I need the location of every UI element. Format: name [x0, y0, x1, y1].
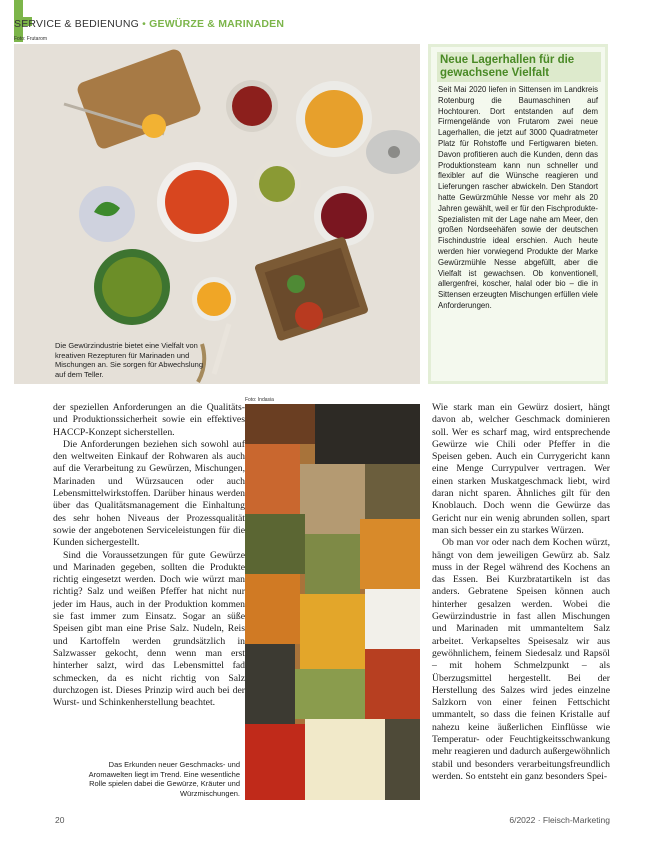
spice-piles-photo	[245, 404, 420, 800]
info-box	[428, 44, 608, 384]
subsection-label: GEWÜRZE & MARINADEN	[149, 18, 285, 30]
section-label: SERVICE & BEDIENUNG	[14, 18, 139, 30]
info-box-title: Neue Lagerhallen für die gewachsene Vielfalt	[437, 52, 601, 82]
paragraph: Wie stark man ein Gewürz dosiert, hängt davon ab, welcher Geschmack dominieren soll. Wer es scharf mag, wird entsprechende Gewürze wie Chili oder Pfeffer in die Speisen geben. Auch ein Currygericht kann eine Menge Currypulver vertragen. Wer einen starken Muskatgeschmack liebt, wird daran nicht sparen. Ähnliches gilt für den Knoblauch. Doch wenn die Gewürze das Gericht nur ein wenig abrunden sollen, spart man sich besser ein zu starkes Würzen.	[432, 402, 610, 536]
paragraph: Ob man vor oder nach dem Kochen würzt, hängt von dem jeweiligen Gewürz ab. Salz muss in der Regel während des Kochens an das Essen. Bei Kurzbratartikeln ist das anders. Gebratene Speisen können auch hinterher gesalzen werden. Wobei die Gewürzindustrie in fast allen Mischungen und Marinaden mit ummanteltem Salz arbeitet. Verkapseltes Speisesalz wir aus gewöhnlichem, feinem Siedesalz und Rapsöl – mit hohem Schmelzpunkt – als Überzugsmittel hergestellt. Bei der Herstellung des Salzes wird jedes einzelne Salzkorn von einer feinen Fettschicht ummantelt, so dass die feinen Kristalle auf nahezu keine äußerlichen Einflüsse wie Temperatur- oder Feuchtigkeitsschwankung mehr reagieren und dadurch außergewöhnlich stabil und besonders verarbeitungsfreundlich werden. So entsteht ein ganz besonders Spei-	[432, 537, 610, 782]
article-column-left	[53, 402, 245, 709]
issue-label: 6/2022 · Fleisch-Marketing	[509, 815, 610, 825]
photo-credit-top: Foto: Frutarom	[14, 36, 48, 42]
photo-caption-middle: Das Erkunden neuer Geschmacks- und Aromawelten liegt im Trend. Eine wesentliche Rolle spielen dabei die Gewürze, Kräuter und Würzmischungen.	[88, 760, 240, 798]
paragraph: der speziellen Anforderungen an die Qualitäts- und Produktionssicherheit sowie ein effektives HACCP-Konzept sicherstellen.	[53, 402, 245, 438]
spice-bowls-photo	[14, 44, 420, 384]
page-number: 20	[55, 815, 65, 825]
paragraph: Die Anforderungen beziehen sich sowohl auf den weltweiten Einkauf der Rohwaren als auch auf die Verarbeitung zu Gewürzen, Mischungen, Marinaden und Würzsaucen oder auch Lebensmittelwirkstoffen. Darüber hinaus werden über das Qualitätsmanagement die Einhaltung des sehr hohen Niveaus der Prozessqualität sowie der angebotenen Serviceleistungen für die Kunden sichergestellt.	[53, 438, 245, 549]
info-box-body: Seit Mai 2020 liefen in Sittensen im Landkreis Rotenburg die Baumaschinen auf Hochtouren. Dort entstanden auf dem Firmengelände von Frutarom zwei neue Lagerhallen, die jetzt auf 3000 Quadratmeter Platz für Rohstoffe und Fertigwaren bieten. Davon profitieren auch die Kunden, denn das Produktionsteam kann nun schneller und flexibler auf die Wünsche reagieren und Lieferungen rascher abwickeln. Den Standort hatte Gewürzmühle Nesse vor mehr als 20 Jahren gewählt, weil er für den Fischprodukte-Spezialisten mit der Lage nahe am Meer, den großen Nordseehäfen sowie der deutschen Fischindustrie ideal erschien. Auch heute werden hier vorwiegend Produkte der Marke Gewürzmühle Nesse abgefüllt, aber die Vielfalt ist gewachsen. Ob konventionell, allergenfrei, koscher, halal oder bio – die in Sittensen erzeugten Mischungen erfüllen viele Anforderungen.	[438, 85, 598, 310]
article-column-right	[432, 402, 610, 783]
photo-caption-top: Die Gewürzindustrie bietet eine Vielfalt von kreativen Rezepturen für Marinaden und Mischungen an. Sie sorgen für Abwechslung auf dem Teller.	[55, 341, 204, 379]
photo-credit-middle: Foto: Indasia	[245, 397, 274, 403]
paragraph: Sind die Voraussetzungen für gute Gewürze und Marinaden gegeben, sollten die Produkte richtig eingesetzt werden. Doch wie würzt man richtig? Salz und weißen Pfeffer hat nicht nur jeder im Haus, auch in der Produktion kommen sie fast immer zum Einsatz. Sogar an süße Speisen gibt man eine Prise Salz. Nudeln, Reis und Kartoffeln werden grundsätzlich in Salzwasser gekocht, denn wenn man erst hinterher salzt, wird das Lebensmittel fad schmecken, da es nicht richtig von Salz durchzogen ist. Dieses Prinzip wird auch bei der Wurst- und Schinkenherstellung beachtet.	[53, 549, 245, 709]
header-bullet: •	[142, 18, 146, 30]
section-header	[14, 18, 284, 30]
